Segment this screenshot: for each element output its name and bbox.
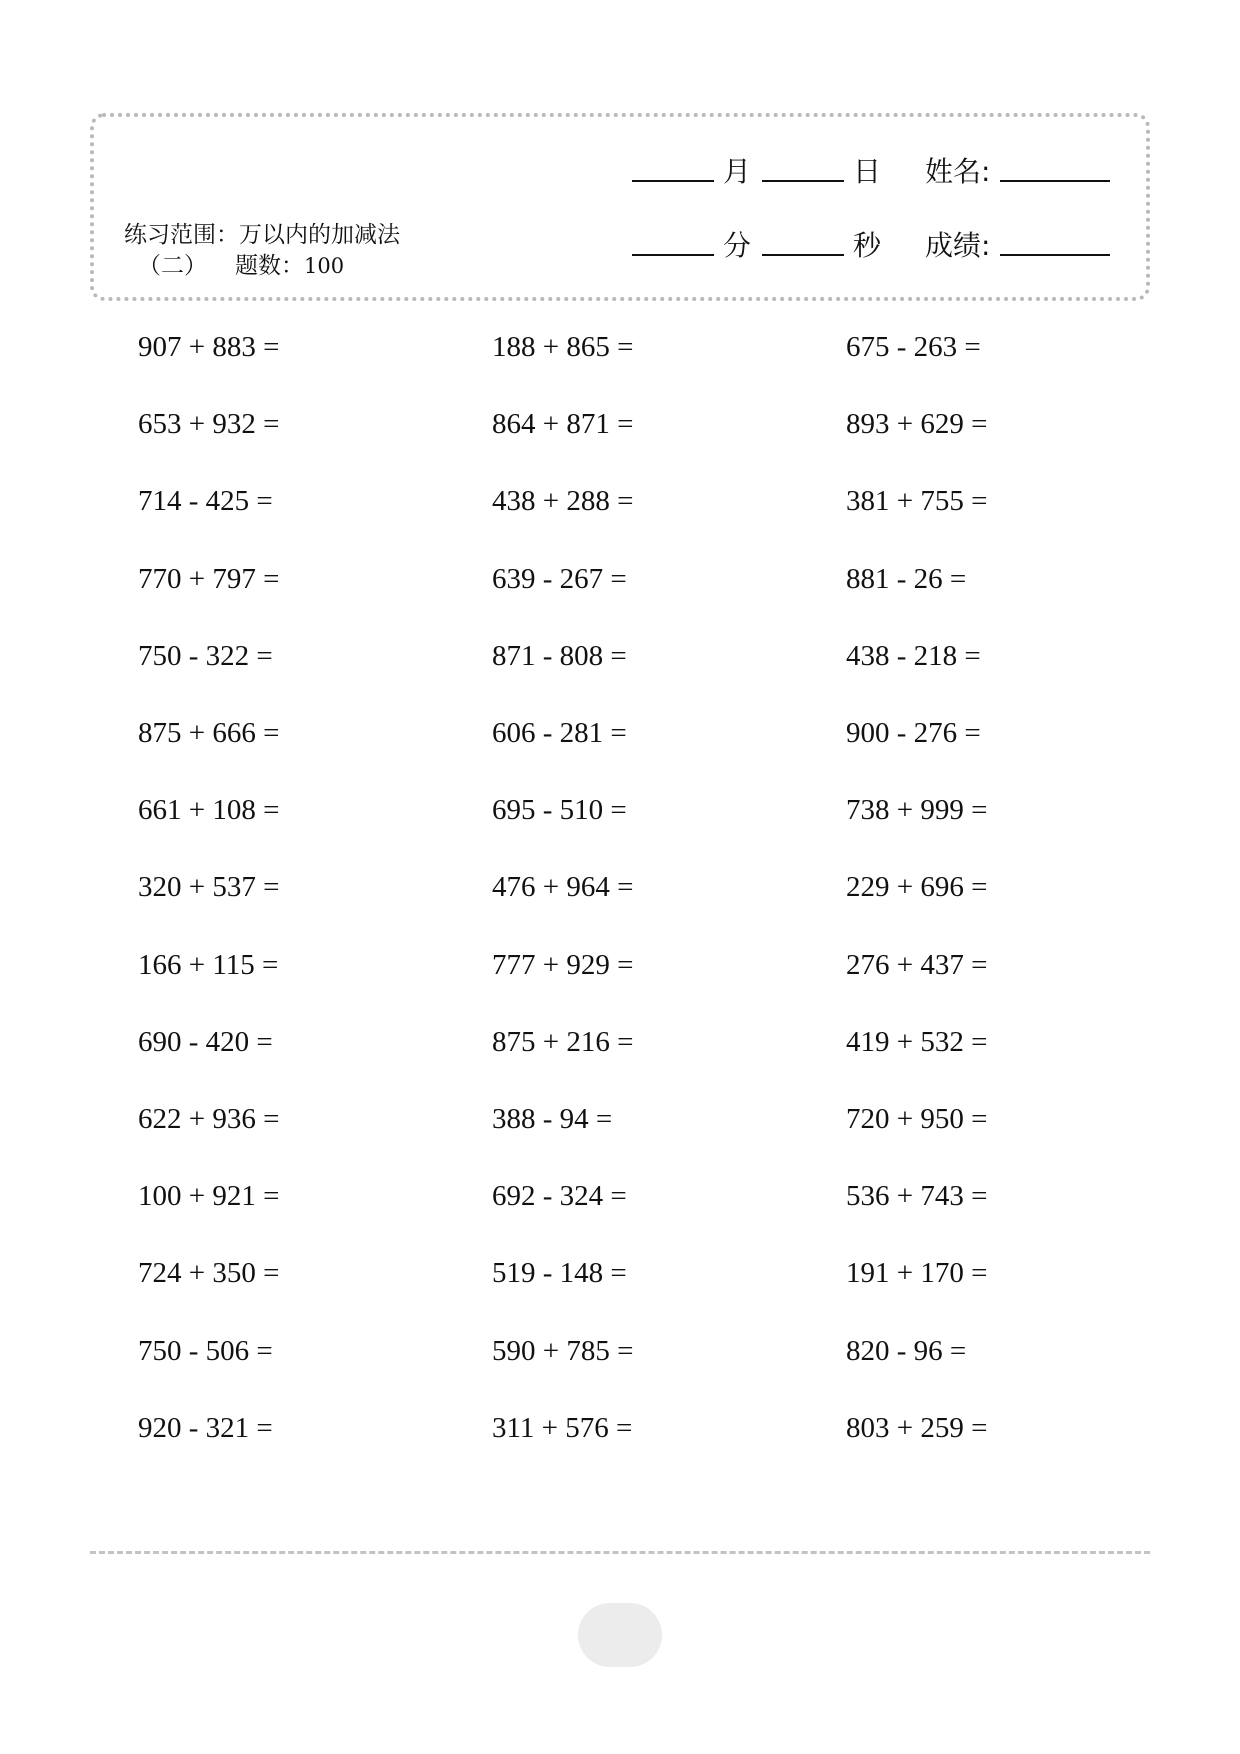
footer-divider [90, 1551, 1150, 1554]
name-blank[interactable] [1000, 180, 1110, 182]
problem: 590 + 785 = [492, 1335, 634, 1367]
name-label: 姓名: [925, 155, 991, 188]
problem: 320 + 537 = [138, 871, 280, 903]
problem: 695 - 510 = [492, 794, 627, 826]
problem: 875 + 666 = [138, 717, 280, 749]
problem: 622 + 936 = [138, 1103, 280, 1135]
range-title: 练习范围：万以内的加减法 [124, 222, 400, 248]
problem: 750 - 506 = [138, 1335, 273, 1367]
problem: 229 + 696 = [846, 871, 988, 903]
month-blank[interactable] [632, 180, 714, 182]
problem: 675 - 263 = [846, 331, 981, 363]
problem: 419 + 532 = [846, 1026, 988, 1058]
problem: 276 + 437 = [846, 949, 988, 981]
problem: 777 + 929 = [492, 949, 634, 981]
problem: 519 - 148 = [492, 1257, 627, 1289]
problem: 871 - 808 = [492, 640, 627, 672]
problem: 714 - 425 = [138, 485, 273, 517]
problem: 820 - 96 = [846, 1335, 967, 1367]
problem: 750 - 322 = [138, 640, 273, 672]
problem: 100 + 921 = [138, 1180, 280, 1212]
problem: 692 - 324 = [492, 1180, 627, 1212]
problem: 738 + 999 = [846, 794, 988, 826]
problem: 388 - 94 = [492, 1103, 613, 1135]
range-subtitle [124, 251, 454, 282]
minute-blank[interactable] [632, 254, 714, 256]
problem: 661 + 108 = [138, 794, 280, 826]
problem: 311 + 576 = [492, 1412, 633, 1444]
day-blank[interactable] [762, 180, 844, 182]
problem: 188 + 865 = [492, 331, 634, 363]
problem: 920 - 321 = [138, 1412, 273, 1444]
problem: 381 + 755 = [846, 485, 988, 517]
problem: 536 + 743 = [846, 1180, 988, 1212]
problem: 875 + 216 = [492, 1026, 634, 1058]
second-label: 秒 [853, 229, 882, 262]
range-part: （二） [138, 253, 207, 279]
problem: 653 + 932 = [138, 408, 280, 440]
count-value: 100 [304, 254, 345, 278]
day-label: 日 [853, 155, 882, 188]
problem: 720 + 950 = [846, 1103, 988, 1135]
problem: 881 - 26 = [846, 563, 967, 595]
problem: 864 + 871 = [492, 408, 634, 440]
problem: 438 - 218 = [846, 640, 981, 672]
problem: 724 + 350 = [138, 1257, 280, 1289]
problem: 476 + 964 = [492, 871, 634, 903]
month-label: 月 [723, 155, 752, 188]
problem: 438 + 288 = [492, 485, 634, 517]
problem: 166 + 115 = [138, 949, 279, 981]
count-label: 题数： [235, 253, 304, 279]
problem: 803 + 259 = [846, 1412, 988, 1444]
practice-range [124, 220, 454, 282]
problem: 690 - 420 = [138, 1026, 273, 1058]
score-blank[interactable] [1000, 254, 1110, 256]
problem: 639 - 267 = [492, 563, 627, 595]
problem: 900 - 276 = [846, 717, 981, 749]
problem: 893 + 629 = [846, 408, 988, 440]
second-blank[interactable] [762, 254, 844, 256]
page-number-badge [578, 1603, 662, 1667]
minute-label: 分 [723, 229, 752, 262]
score-label: 成绩: [925, 229, 991, 262]
problem: 191 + 170 = [846, 1257, 988, 1289]
problem: 770 + 797 = [138, 563, 280, 595]
problem: 907 + 883 = [138, 331, 280, 363]
problem: 606 - 281 = [492, 717, 627, 749]
